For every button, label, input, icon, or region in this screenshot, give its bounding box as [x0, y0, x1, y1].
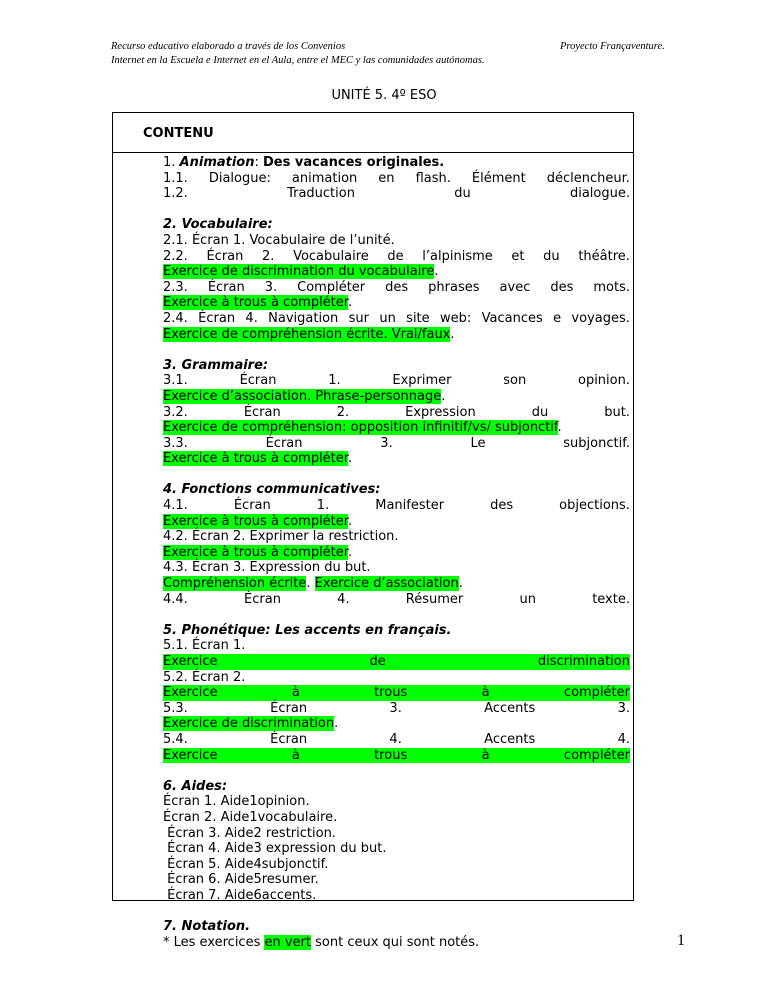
section-4-title: 4. Fonctions communicatives:	[163, 482, 381, 498]
header-right: Proyecto Françaventure.	[560, 41, 665, 52]
exercise-5-2: Exercice à trous à compléter	[163, 685, 630, 701]
section-5-title: 5. Phonétique: Les accents en français.	[163, 622, 452, 638]
aide-item: Écran 1. Aide1opinion.	[163, 794, 310, 810]
section-2-title: 2. Vocabulaire:	[163, 217, 273, 233]
header-left	[111, 40, 485, 68]
exercise-2-2: Exercice de discrimination du vocabulaire.	[163, 264, 439, 280]
exercise-5-3: Exercice de discrimination.	[163, 716, 339, 732]
item-4-3: 4.3. Écran 3. Expression du but.	[163, 560, 371, 576]
item-3-3: 3.3. Écran 3. Le subjonctif.	[163, 435, 630, 451]
content-list	[163, 155, 630, 950]
item-1-2: 1.2. Traduction du dialogue.	[163, 186, 630, 202]
item-2-2: 2.2. Écran 2. Vocabulaire de l’alpinisme et du théâtre.	[163, 248, 630, 264]
exercise-2-3: Exercice à trous à compléter.	[163, 295, 353, 311]
aide-item: Écran 7. Aide6accents.	[163, 887, 317, 903]
exercise-2-4: Exercice de compréhension écrite. Vrai/faux.	[163, 326, 455, 342]
item-5-4: 5.4. Écran 4. Accents 4.	[163, 731, 630, 747]
exercise-4-1: Exercice à trous à compléter.	[163, 513, 353, 529]
section-3-title: 3. Grammaire:	[163, 357, 269, 373]
page-number: 1	[677, 932, 685, 949]
item-2-1: 2.1. Écran 1. Vocabulaire de l’unité.	[163, 232, 395, 248]
item-3-2: 3.2. Écran 2. Expression du but.	[163, 404, 630, 420]
item-5-3: 5.3. Écran 3. Accents 3.	[163, 700, 630, 716]
box-heading	[113, 113, 633, 153]
aide-item: Écran 4. Aide3 expression du but.	[163, 841, 387, 857]
aide-item: Écran 3. Aide2 restriction.	[163, 825, 336, 841]
exercise-5-1: Exercice de discrimination	[163, 654, 630, 669]
item-5-2: 5.2. Écran 2.	[163, 669, 246, 685]
exercise-3-1: Exercice d’association. Phrase-personnage.	[163, 388, 446, 404]
exercise-4-2: Exercice à trous à compléter.	[163, 544, 353, 560]
aide-item: Écran 2. Aide1vocabulaire.	[163, 809, 338, 825]
notation-text: * Les exercices en vert sont ceux qui sont notés.	[163, 934, 480, 950]
item-5-1: 5.1. Écran 1.	[163, 638, 246, 654]
aide-item: Écran 6. Aide5resumer.	[163, 872, 319, 888]
item-4-4: 4.4. Écran 4. Résumer un texte.	[163, 591, 630, 607]
section-7-title: 7. Notation.	[163, 919, 251, 935]
header-line-2: Internet en la Escuela e Internet en el Aula, entre el MEC y las comunidades autónomas.	[111, 55, 485, 66]
page-title: UNITÉ 5. 4º ESO	[331, 88, 437, 103]
item-2-3: 2.3. Écran 3. Compléter des phrases avec des mots.	[163, 279, 630, 295]
aide-item: Écran 5. Aide4subjonctif.	[163, 856, 329, 872]
item-4-1: 4.1. Écran 1. Manifester des objections.	[163, 498, 630, 514]
exercise-4-3: Compréhension écrite. Exercice d’association.	[163, 576, 463, 592]
exercise-5-4: Exercice à trous à compléter	[163, 747, 630, 763]
section-1-title: 1. Animation: Des vacances originales.	[163, 155, 445, 170]
item-2-4: 2.4. Écran 4. Navigation sur un site web: Vacances e voyages.	[163, 310, 630, 326]
item-3-1: 3.1. Écran 1. Exprimer son opinion.	[163, 373, 630, 389]
header-line-1: Recurso educativo elaborado a través de los Convenios	[111, 41, 346, 52]
exercise-3-3: Exercice à trous à compléter.	[163, 451, 353, 467]
item-4-2: 4.2. Écran 2. Exprimer la restriction.	[163, 529, 399, 545]
item-1-1: 1.1. Dialogue: animation en flash. Élément déclencheur.	[163, 170, 630, 186]
exercise-3-2: Exercice de compréhension: opposition infinitif/vs/ subjonctif.	[163, 420, 562, 436]
section-6-title: 6. Aides:	[163, 778, 228, 794]
box-heading-label: CONTENU	[143, 126, 214, 141]
